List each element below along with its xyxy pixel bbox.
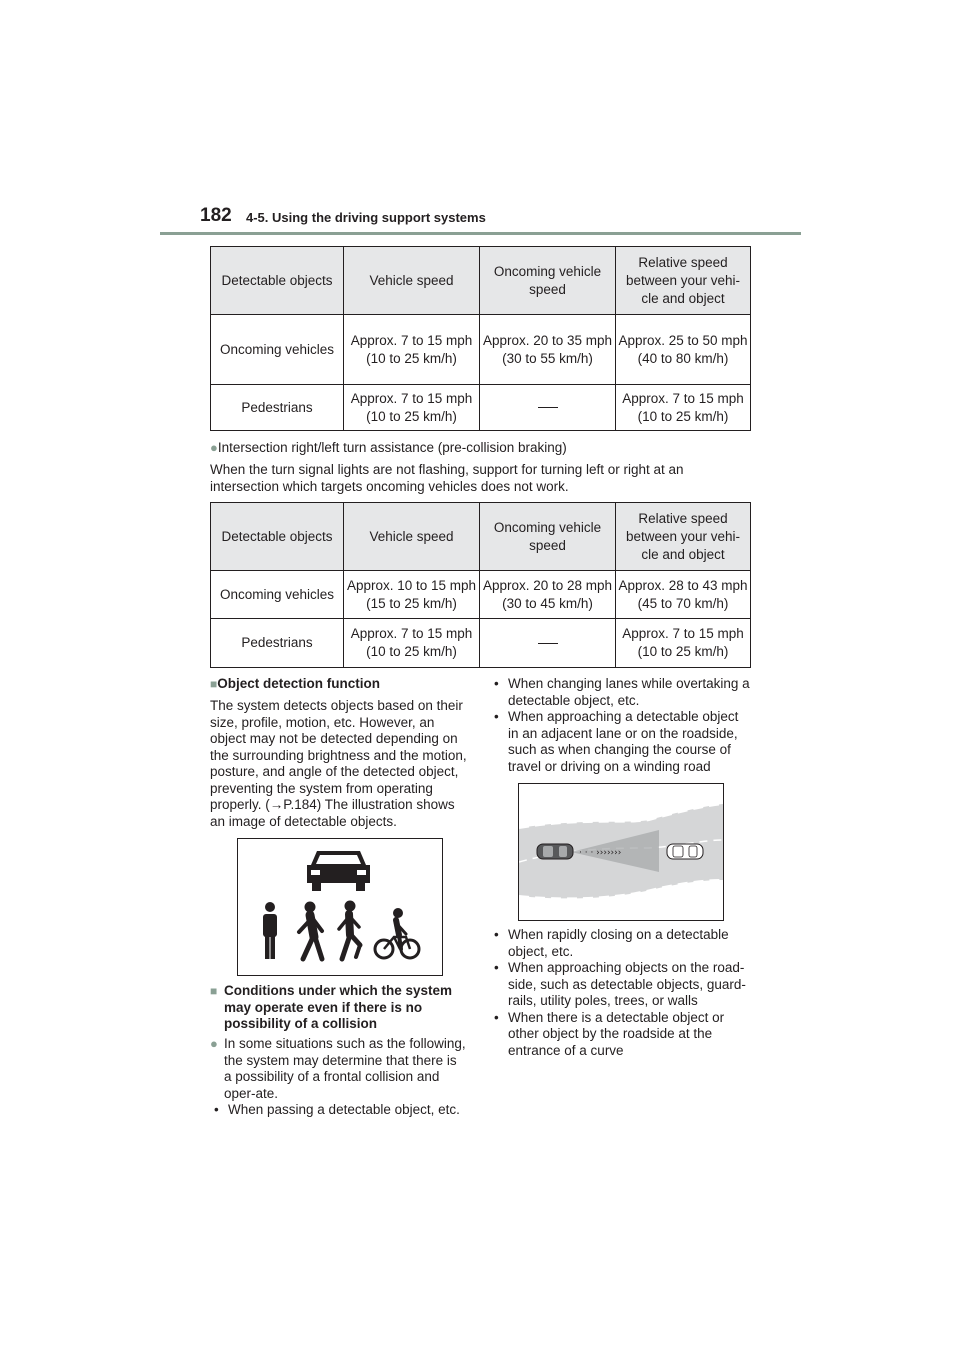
table-cell: Approx. 28 to 43 mph (45 to 70 km/h) bbox=[616, 571, 751, 619]
table-cell: Approx. 7 to 15 mph (10 to 25 km/h) bbox=[616, 619, 751, 668]
table-header-row bbox=[211, 247, 751, 315]
table-header-cell: Relative speed between your vehi-cle and object bbox=[616, 503, 751, 571]
speed-table-2 bbox=[210, 502, 751, 668]
header-rule bbox=[160, 232, 801, 235]
conditions-title bbox=[210, 983, 472, 1033]
standing-pedestrian-icon bbox=[263, 902, 277, 959]
table-row bbox=[211, 619, 751, 668]
square-bullet-icon: ■ bbox=[210, 677, 218, 691]
list-item-text: When approaching objects on the road-side, such as detectable objects, guard-rails, utility poles, trees, or walls bbox=[508, 960, 746, 1008]
table-cell: Approx. 20 to 28 mph (30 to 45 km/h) bbox=[480, 571, 616, 619]
car-icon bbox=[307, 851, 370, 891]
table-header-cell: Detectable objects bbox=[211, 503, 344, 571]
conditions-list-right-top bbox=[494, 676, 750, 775]
table-cell: Approx. 20 to 35 mph (30 to 55 km/h) bbox=[480, 315, 616, 385]
list-item-text: When there is a detectable object or other object by the roadside at the entrance of a curve bbox=[508, 1009, 725, 1058]
item-bullet-icon: • bbox=[494, 676, 499, 691]
table-header-cell: Oncoming vehicle speed bbox=[480, 247, 616, 315]
table-cell: Approx. 7 to 15 mph (10 to 25 km/h) bbox=[344, 385, 480, 431]
list-item bbox=[494, 927, 750, 960]
lane-change-illustration bbox=[519, 784, 723, 920]
detection-arrows bbox=[579, 848, 621, 858]
list-item bbox=[494, 676, 750, 709]
turn-assist-body: When the turn signal lights are not flashing, support for turning left or right at an intersection which targets oncoming vehicles does not work. bbox=[210, 462, 684, 494]
circle-bullet-icon: ● bbox=[210, 1036, 218, 1051]
table-header-cell: Vehicle speed bbox=[344, 247, 480, 315]
list-item bbox=[494, 1010, 750, 1060]
list-item-text: When changing lanes while overtaking a detectable object, etc. bbox=[508, 676, 750, 708]
table-cell-empty bbox=[480, 619, 616, 668]
list-item bbox=[494, 960, 750, 1010]
table-cell: Approx. 7 to 15 mph (10 to 25 km/h) bbox=[616, 385, 751, 431]
dash-mark bbox=[538, 407, 558, 408]
list-item bbox=[214, 1102, 474, 1119]
conditions-intro-row bbox=[210, 1036, 466, 1102]
table-cell-empty bbox=[480, 385, 616, 431]
table-cell: Oncoming vehicles bbox=[211, 571, 344, 619]
table-row bbox=[211, 315, 751, 385]
object-detection-title-text: Object detection function bbox=[217, 676, 381, 691]
table-header-cell: Relative speed between your vehi-cle and object bbox=[616, 247, 751, 315]
bicycle-icon bbox=[375, 909, 419, 959]
table-row bbox=[211, 571, 751, 619]
table-cell: Approx. 10 to 15 mph (15 to 25 km/h) bbox=[344, 571, 480, 619]
conditions-intro bbox=[210, 1036, 466, 1102]
table-cell: Approx. 25 to 50 mph (40 to 80 km/h) bbox=[616, 315, 751, 385]
detectable-objects-figure bbox=[237, 838, 443, 976]
table-header-row bbox=[211, 503, 751, 571]
table-header-cell: Detectable objects bbox=[211, 247, 344, 315]
svg-text:· · · ›››››››: · · · ››››››› bbox=[579, 848, 622, 858]
item-bullet-icon: • bbox=[494, 1009, 499, 1025]
conditions-title-text: Conditions under which the system may operate even if there is no possibility of a collision bbox=[224, 983, 453, 1031]
speed-table-1 bbox=[210, 246, 751, 431]
circle-bullet-icon: ● bbox=[210, 440, 218, 455]
square-bullet-icon: ■ bbox=[210, 984, 218, 998]
object-detection-title bbox=[210, 676, 470, 691]
item-bullet-icon: • bbox=[494, 709, 499, 724]
conditions-title-row bbox=[210, 983, 472, 1033]
running-pedestrian-icon bbox=[339, 901, 360, 959]
chapter-title: 4-5. Using the driving support systems bbox=[246, 210, 486, 225]
turn-assist-heading bbox=[210, 440, 770, 455]
detectable-objects-illustration bbox=[238, 839, 442, 975]
walking-pedestrian-icon bbox=[299, 902, 322, 959]
table-cell: Approx. 7 to 15 mph (10 to 25 km/h) bbox=[344, 619, 480, 668]
item-bullet-icon: • bbox=[494, 960, 499, 975]
turn-assist-heading-text: Intersection right/left turn assistance (pre-collision braking) bbox=[217, 440, 567, 455]
list-item bbox=[494, 709, 750, 775]
table-row bbox=[211, 385, 751, 431]
list-item-text: When rapidly closing on a detectable object, etc. bbox=[508, 927, 729, 959]
page-number: 182 bbox=[200, 205, 232, 226]
conditions-intro-text: In some situations such as the following, the system may determine that there is a possibility of a frontal collision and oper-ate. bbox=[224, 1036, 466, 1101]
conditions-list-right-bottom bbox=[494, 927, 750, 1059]
own-car-icon bbox=[537, 844, 573, 859]
table-cell: Oncoming vehicles bbox=[211, 315, 344, 385]
table-header-cell: Oncoming vehicle speed bbox=[480, 503, 616, 571]
list-item-text: When approaching a detectable object in an adjacent lane or on the roadside, such as when changing the course of travel or driving on a winding road bbox=[508, 709, 739, 774]
lane-change-figure bbox=[518, 783, 724, 921]
dash-mark bbox=[538, 643, 558, 644]
object-detection-body: The system detects objects based on their size, profile, motion, etc. However, an object may not be detected depending on the surrounding brightness and the motion, posture, and angle of the detected object, preventing the system from operating properly. (→P.184) The illustration shows an image of detectable objects. bbox=[210, 698, 467, 829]
table-cell: Pedestrians bbox=[211, 385, 344, 431]
table-cell: Pedestrians bbox=[211, 619, 344, 668]
item-bullet-icon: • bbox=[214, 1102, 219, 1117]
item-bullet-icon: • bbox=[494, 927, 499, 942]
table-cell: Approx. 7 to 15 mph (10 to 25 km/h) bbox=[344, 315, 480, 385]
table-header-cell: Vehicle speed bbox=[344, 503, 480, 571]
conditions-list-left bbox=[214, 1102, 474, 1119]
list-item-text: When passing a detectable object, etc. bbox=[228, 1102, 460, 1117]
target-car-icon bbox=[667, 844, 703, 859]
